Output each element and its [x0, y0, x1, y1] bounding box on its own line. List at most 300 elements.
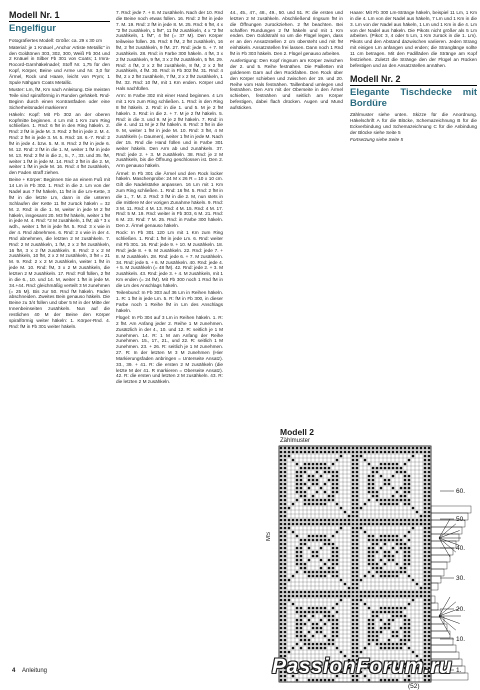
chart-stitch-dot [400, 451, 403, 454]
chart-stitch-dot [332, 571, 335, 574]
chart-stitch-dot [332, 615, 335, 618]
chart-stitch-dot [384, 555, 387, 558]
chart-stitch-dot [300, 519, 303, 522]
chart-stitch-dot [296, 483, 299, 486]
chart-stitch-dot [312, 495, 315, 498]
chart-stitch-dot [324, 643, 327, 646]
chart-stitch-dot [356, 607, 359, 610]
chart-stitch-dot [312, 467, 315, 470]
chart-stitch-dot [280, 471, 283, 474]
chart-stitch-dot [428, 543, 431, 546]
chart-stitch-dot [428, 635, 431, 638]
chart-stitch-dot [300, 631, 303, 634]
chart-stitch-dot [292, 647, 295, 650]
chart-stitch-dot [308, 547, 311, 550]
chart-stitch-dot [400, 447, 403, 450]
chart-stitch-dot [284, 547, 287, 550]
chart-step [431, 527, 462, 534]
chart-stitch-dot [312, 611, 315, 614]
chart-stitch-dot [356, 467, 359, 470]
chart-stitch-dot [304, 543, 307, 546]
chart-stitch-dot [356, 575, 359, 578]
chart-stitch-dot [312, 623, 315, 626]
chart-stitch-dot [324, 499, 327, 502]
chart-stitch-dot [392, 467, 395, 470]
chart-stitch-dot [380, 643, 383, 646]
chart-stitch-dot [396, 491, 399, 494]
chart-stitch-dot [312, 679, 315, 682]
chart-stitch-dot [312, 475, 315, 478]
chart-stitch-dot [320, 643, 323, 646]
chart-stitch-dot [292, 519, 295, 522]
chart-stitch-dot [356, 591, 359, 594]
chart-stitch-dot [364, 451, 367, 454]
chart-stitch-dot [384, 611, 387, 614]
chart-stitch-dot [388, 559, 391, 562]
chart-stitch-dot [280, 547, 283, 550]
col4-intro: Haare: Mit Fb 300 Lm-Stränge häkeln, beispiel 11 Lm, 1 Km in die 4. Lm von der Nadel aus häkeln, 7 Lm und 1 Km in die 3. Lm von der Nadel aus häkeln, 1 Lm und 1 Km in die 4. Lm von der Nadel aus häkeln. Die Pikots nicht größer als 5 Lm arbeiten. (Pikot: 3, 4 oder 5 Lm, 1 Km zurück in die 1. Lm). Pikots und den Abstand dazwischen variieren. Jeden Strang mit einigen Lm anfangen und enden; die Stranglänge sollte 11 cm betragen. Mit den Fadilläden die Stränge am Kopf festziehen. Zuletzt die Stränge den der Flügel an Rücken befestigen und an den Ansatzstellen annähen. [350, 10, 477, 68]
chart-stitch-dot [412, 455, 415, 458]
chart-stitch-dot [356, 559, 359, 562]
chart-stitch-dot [356, 643, 359, 646]
chart-stitch-dot [328, 567, 331, 570]
chart-stitch-dot [300, 491, 303, 494]
chart-stitch-dot [312, 555, 315, 558]
chart-stitch-dot [280, 503, 283, 506]
chart-stitch-dot [280, 479, 283, 482]
chart-stitch-dot [288, 527, 291, 530]
chart-stitch-dot [408, 531, 411, 534]
chart-stitch-dot [416, 523, 419, 526]
chart-stitch-dot [424, 539, 427, 542]
chart-stitch-dot [320, 647, 323, 650]
chart-stitch-dot [408, 591, 411, 594]
chart-stitch-dot [404, 551, 407, 554]
chart-stitch-dot [424, 507, 427, 510]
chart-stitch-dot [332, 535, 335, 538]
chart-stitch-dot [388, 467, 391, 470]
chart-stitch-dot [296, 591, 299, 594]
chart-stitch-dot [308, 631, 311, 634]
chart-stitch-dot [280, 523, 283, 526]
chart-stitch-dot [352, 579, 355, 582]
chart-step [431, 603, 438, 610]
chart-stitch-dot [400, 523, 403, 526]
chart-stitch-dot [316, 607, 319, 610]
chart-stitch-dot [376, 639, 379, 642]
chart-stitch-dot [392, 631, 395, 634]
chart-stitch-dot [336, 459, 339, 462]
chart-stitch-dot [408, 447, 411, 450]
chart-stitch-dot [280, 583, 283, 586]
chart-stitch-dot [280, 519, 283, 522]
chart-stitch-dot [388, 523, 391, 526]
chart-stitch-dot [408, 475, 411, 478]
chart-stitch-dot [336, 559, 339, 562]
chart-stitch-dot [352, 451, 355, 454]
chart-stitch-dot [316, 471, 319, 474]
chart-stitch-dot [312, 479, 315, 482]
chart-stitch-dot [352, 487, 355, 490]
chart-stitch-dot [396, 503, 399, 506]
chart-stitch-dot [340, 451, 343, 454]
chart-stitch-dot [368, 491, 371, 494]
chart-stitch-dot [296, 623, 299, 626]
chart-stitch-dot [368, 607, 371, 610]
chart-stitch-dot [300, 619, 303, 622]
chart-stitch-dot [392, 635, 395, 638]
chart-row-label: 20. [456, 606, 466, 613]
chart-stitch-dot [336, 591, 339, 594]
chart-stitch-dot [428, 467, 431, 470]
chart-stitch-dot [352, 571, 355, 574]
chart-stitch-dot [392, 547, 395, 550]
chart-stitch-dot [352, 475, 355, 478]
chart-stitch-dot [428, 451, 431, 454]
chart-stitch-dot [360, 651, 363, 654]
chart-stitch-dot [288, 523, 291, 526]
chart-stitch-dot [384, 543, 387, 546]
chart-stitch-dot [372, 595, 375, 598]
chart-stitch-dot [340, 447, 343, 450]
chart-stitch-dot [408, 479, 411, 482]
chart-stitch-dot [404, 639, 407, 642]
chart-stitch-dot [352, 455, 355, 458]
chart-stitch-dot [304, 563, 307, 566]
chart-stitch-dot [368, 499, 371, 502]
chart-stitch-dot [368, 559, 371, 562]
chart-stitch-dot [308, 607, 311, 610]
chart-stitch-dot [312, 607, 315, 610]
chart-stitch-dot [424, 611, 427, 614]
chart-stitch-dot [332, 447, 335, 450]
chart-stitch-dot [396, 647, 399, 650]
chart-stitch-dot [372, 591, 375, 594]
chart-stitch-dot [316, 467, 319, 470]
chart-stitch-dot [332, 591, 335, 594]
chart-stitch-dot [424, 455, 427, 458]
chart-stitch-dot [304, 451, 307, 454]
column-2 [116, 10, 223, 387]
chart-stitch-dot [304, 503, 307, 506]
chart-stitch-dot [356, 471, 359, 474]
chart-stitch-dot [400, 471, 403, 474]
chart-stitch-dot [332, 563, 335, 566]
chart-stitch-dot [352, 447, 355, 450]
chart-stitch-dot [428, 463, 431, 466]
chart-stitch-dot [380, 679, 383, 682]
chart-stitch-dot [296, 471, 299, 474]
chart-step [431, 562, 447, 569]
chart-stitch-dot [424, 551, 427, 554]
chart-stitch-dot [296, 447, 299, 450]
chart-step [431, 548, 453, 555]
chart-stitch-dot [336, 451, 339, 454]
chart-stitch-dot [376, 519, 379, 522]
chart-stitch-dot [336, 611, 339, 614]
chart-stitch-dot [380, 631, 383, 634]
chart-stitch-dot [372, 547, 375, 550]
chart-stitch-dot [336, 487, 339, 490]
chart-stitch-dot [384, 479, 387, 482]
chart-stitch-dot [408, 487, 411, 490]
chart-stitch-dot [292, 575, 295, 578]
chart-stitch-dot [352, 595, 355, 598]
chart-stitch-dot [420, 523, 423, 526]
chart-stitch-dot [352, 467, 355, 470]
chart-stitch-dot [332, 679, 335, 682]
chart-stitch-dot [284, 563, 287, 566]
chart-stitch-dot [424, 567, 427, 570]
chart-stitch-dot [280, 491, 283, 494]
chart-stitch-dot [316, 623, 319, 626]
chart-stitch-dot [280, 475, 283, 478]
chart-stitch-dot [388, 639, 391, 642]
chart-stitch-dot [352, 631, 355, 634]
chart-stitch-dot [372, 451, 375, 454]
chart-stitch-dot [380, 619, 383, 622]
chart-stitch-dot [348, 523, 351, 526]
chart-stitch-dot [292, 459, 295, 462]
chart-stitch-dot [328, 519, 331, 522]
chart-stitch-dot [428, 447, 431, 450]
chart-stitch-dot [404, 559, 407, 562]
chart-stitch-dot [404, 479, 407, 482]
chart-stitch-dot [296, 555, 299, 558]
chart-stitch-dot [328, 595, 331, 598]
chart-stitch-dot [384, 523, 387, 526]
chart-stitch-dot [284, 495, 287, 498]
chart-stitch-dot [356, 499, 359, 502]
chart-stitch-dot [424, 615, 427, 618]
chart-stitch-dot [392, 607, 395, 610]
col2-paragraph: 7. Rnd: jede 7. + 8. M zusähkeln. Nach der 10. Rnd die Beine noch etwas füllen. 16. Rnd: 2 fM in jede 7. M. 19. Rnd: 2 fM in jede 8. M. 25. Rnd: 6 fM, 4 x "2 fM zusähkeln, 1 fM", 11 fM zusähkeln, 4 x "2 fM zusähkeln, 1 fM", 4 fM (= 37 M). Den Körper teilweise füllen. 26. Rnd: 8 fM, 2 fM zusähkeln, 16 fM, 2 fM zusähkeln, 9 fM. 27. Rnd: jede 5. + 7. M zusähkeln. 28. Rnd: in Farbe 300 häkeln. 4 fM, 3 x 2 fM zusähkeln, 9 fM, 3 x 2 fM zusähkeln, 5 fM. 29. Rnd: 4 fM, 2 x 2 fM zusähkeln, 8 fM, 2 x 2 fM zusähkeln, 4 fM. 30. Rnd: in Fb 302 fM. 31. Rnd: 4 fM, 2 x 2 fM zusähkeln, 7 fM, 2 x 2 fM zusähkeln, 1 fM. 32. Rnd: 10 fM, mit 1 Km enden. Körper und Hals nachfüllen. [116, 10, 223, 91]
chart-fan-line [439, 616, 450, 635]
chart-stitch-dot [304, 611, 307, 614]
chart-stitch-dot [388, 607, 391, 610]
chart-stitch-dot [332, 475, 335, 478]
chart-stitch-dot [424, 527, 427, 530]
chart-stitch-dot [384, 627, 387, 630]
chart-stitch-dot [360, 447, 363, 450]
chart-stitch-dot [280, 511, 283, 514]
chart-stitch-dot [384, 643, 387, 646]
chart-stitch-dot [284, 627, 287, 630]
chart-stitch-dot [376, 499, 379, 502]
chart-stitch-dot [416, 519, 419, 522]
chart-stitch-dot [320, 503, 323, 506]
chart-stitch-dot [360, 519, 363, 522]
chart-stitch-dot [412, 451, 415, 454]
chart-stitch-dot [400, 567, 403, 570]
chart-stitch-dot [404, 643, 407, 646]
chart-stitch-dot [284, 551, 287, 554]
chart-stitch-dot [356, 463, 359, 466]
chart-stitch-dot [404, 495, 407, 498]
chart-stitch-dot [352, 543, 355, 546]
chart-stitch-dot [388, 643, 391, 646]
chart-stitch-dot [288, 651, 291, 654]
chart-stitch-dot [392, 643, 395, 646]
chart-stitch-dot [368, 451, 371, 454]
chart-stitch-dot [368, 547, 371, 550]
chart-stitch-dot [384, 519, 387, 522]
chart-stitch-dot [428, 643, 431, 646]
chart-stitch-dot [284, 511, 287, 514]
chart-stitch-dot [280, 499, 283, 502]
chart-stitch-dot [424, 467, 427, 470]
chart-stitch-dot [420, 587, 423, 590]
chart-stitch-dot [336, 563, 339, 566]
chart-stitch-dot [332, 483, 335, 486]
chart-stitch-dot [380, 487, 383, 490]
chart-stitch-dot [296, 523, 299, 526]
chart-stitch-dot [300, 539, 303, 542]
chart-stitch-dot [352, 639, 355, 642]
chart-stitch-dot [280, 531, 283, 534]
chart-stitch-dot [404, 591, 407, 594]
chart-stitch-dot [336, 483, 339, 486]
chart-stitch-dot [352, 539, 355, 542]
chart-stitch-dot [284, 631, 287, 634]
chart-stitch-dot [332, 639, 335, 642]
chart-stitch-dot [324, 467, 327, 470]
chart-stitch-dot [284, 651, 287, 654]
chart-stitch-dot [400, 591, 403, 594]
chart-stitch-dot [280, 567, 283, 570]
chart-stitch-dot [428, 575, 431, 578]
chart-stitch-dot [332, 547, 335, 550]
chart-stitch-dot [348, 591, 351, 594]
chart-stitch-dot [388, 591, 391, 594]
chart-stitch-dot [408, 451, 411, 454]
chart-stitch-dot [388, 503, 391, 506]
chart-stitch-dot [412, 599, 415, 602]
chart-stitch-dot [332, 575, 335, 578]
chart-stitch-dot [380, 447, 383, 450]
chart-stitch-dot [304, 595, 307, 598]
chart-stitch-dot [384, 591, 387, 594]
chart-stitch-dot [428, 619, 431, 622]
chart-stitch-dot [384, 483, 387, 486]
chart-stitch-dot [280, 543, 283, 546]
chart-stitch-dot [408, 595, 411, 598]
chart-stitch-dot [396, 523, 399, 526]
chart-stitch-dot [424, 619, 427, 622]
chart-stitch-dot [428, 587, 431, 590]
chart-stitch-dot [320, 535, 323, 538]
chart-stitch-dot [320, 547, 323, 550]
chart-stitch-dot [352, 491, 355, 494]
chart-stitch-dot [312, 551, 315, 554]
chart-stitch-dot [320, 467, 323, 470]
chart-stitch-dot [368, 447, 371, 450]
chart-stitch-dot [284, 455, 287, 458]
chart-stitch-dot [280, 447, 283, 450]
chart-stitch-dot [324, 519, 327, 522]
chart-stitch-dot [336, 475, 339, 478]
chart-stitch-dot [328, 591, 331, 594]
chart-stitch-dot [336, 503, 339, 506]
chart-stitch-dot [328, 643, 331, 646]
chart-stitch-dot [304, 639, 307, 642]
chart-stitch-dot [424, 531, 427, 534]
chart-stitch-dot [356, 487, 359, 490]
col2-paragraph: Flügel: In Fb 304 auf 3 Lm in Reihen häkeln. 1. R: 2 fM. Am Anfang jeder 2. Reihe 1 M zunehmen. Zusätzlich in der 4., 10. und 12. R: seitlich je 1 M zunehmen. 14. R: 1 M am Anfang der Reihe zunehmen. 15., 17., 21., und 22. R: seitlich 1 M zunehmen. 23. + 26. R: seitlich je 1 M zunehmen. 27. R: In der letzten M 3 M zunehmen (Hier Markierungsfaden anbringen = Unterseite Ansatz). 33., 39. + 41. R: die ersten 2 M zusähkeln (die letzte M der 41. R markieren = Oberseite Ansatz). 42. R: die ersten und letzten 2 M zusähkeln. 43. R: die letzten 2 M zusähkeln. [116, 314, 223, 385]
chart-stitch-dot [316, 643, 319, 646]
chart-stitch-dot [376, 571, 379, 574]
chart-stitch-dot [288, 507, 291, 510]
chart-stitch-dot [332, 595, 335, 598]
chart-stitch-dot [324, 463, 327, 466]
chart-step [431, 631, 450, 638]
chart-stitch-dot [308, 679, 311, 682]
chart-stitch-dot [284, 535, 287, 538]
chart-stitch-dot [368, 631, 371, 634]
chart-stitch-dot [428, 479, 431, 482]
chart-stitch-dot [376, 643, 379, 646]
chart-stitch-dot [368, 627, 371, 630]
chart-stitch-dot [424, 623, 427, 626]
chart-stitch-dot [392, 475, 395, 478]
chart-stitch-dot [428, 547, 431, 550]
chart-stitch-dot [356, 519, 359, 522]
chart-stitch-dot [356, 535, 359, 538]
chart-stitch-dot [384, 623, 387, 626]
chart-stitch-dot [380, 499, 383, 502]
chart-stitch-dot [416, 511, 419, 514]
chart-stitch-dot [400, 519, 403, 522]
chart-stitch-dot [424, 583, 427, 586]
chart-stitch-dot [404, 519, 407, 522]
chart-stitch-dot [408, 639, 411, 642]
chart-stitch-dot [428, 679, 431, 682]
chart-stitch-dot [308, 595, 311, 598]
chart-stitch-dot [428, 531, 431, 534]
chart-stitch-dot [320, 523, 323, 526]
chart-stitch-dot [352, 463, 355, 466]
chart-stitch-dot [296, 619, 299, 622]
chart-stitch-dot [428, 591, 431, 594]
chart-stitch-dot [300, 635, 303, 638]
chart-stitch-dot [316, 535, 319, 538]
chart-stitch-dot [424, 475, 427, 478]
chart-stitch-dot [408, 503, 411, 506]
chart-stitch-dot [404, 607, 407, 610]
model2-continuation: Fortsetzung siehe Seite 5 [350, 137, 404, 143]
chart-stitch-dot [412, 507, 415, 510]
chart-stitch-dot [380, 559, 383, 562]
chart-stitch-dot [324, 563, 327, 566]
chart-stitch-dot [404, 563, 407, 566]
chart-stitch-dot [316, 523, 319, 526]
chart-stitch-dot [404, 503, 407, 506]
chart-stitch-dot [284, 507, 287, 510]
chart-stitch-dot [376, 595, 379, 598]
chart-stitch-dot [424, 547, 427, 550]
chart-stitch-dot [356, 599, 359, 602]
chart-stitch-dot [296, 611, 299, 614]
chart-stitch-dot [376, 467, 379, 470]
chart-step [431, 645, 456, 652]
chart-stitch-dot [308, 475, 311, 478]
chart-stitch-dot [384, 551, 387, 554]
chart-stitch-dot [380, 595, 383, 598]
chart-stitch-dot [424, 639, 427, 642]
chart-stitch-dot [400, 571, 403, 574]
chart-stitch-dot [400, 539, 403, 542]
chart-stitch-dot [424, 523, 427, 526]
